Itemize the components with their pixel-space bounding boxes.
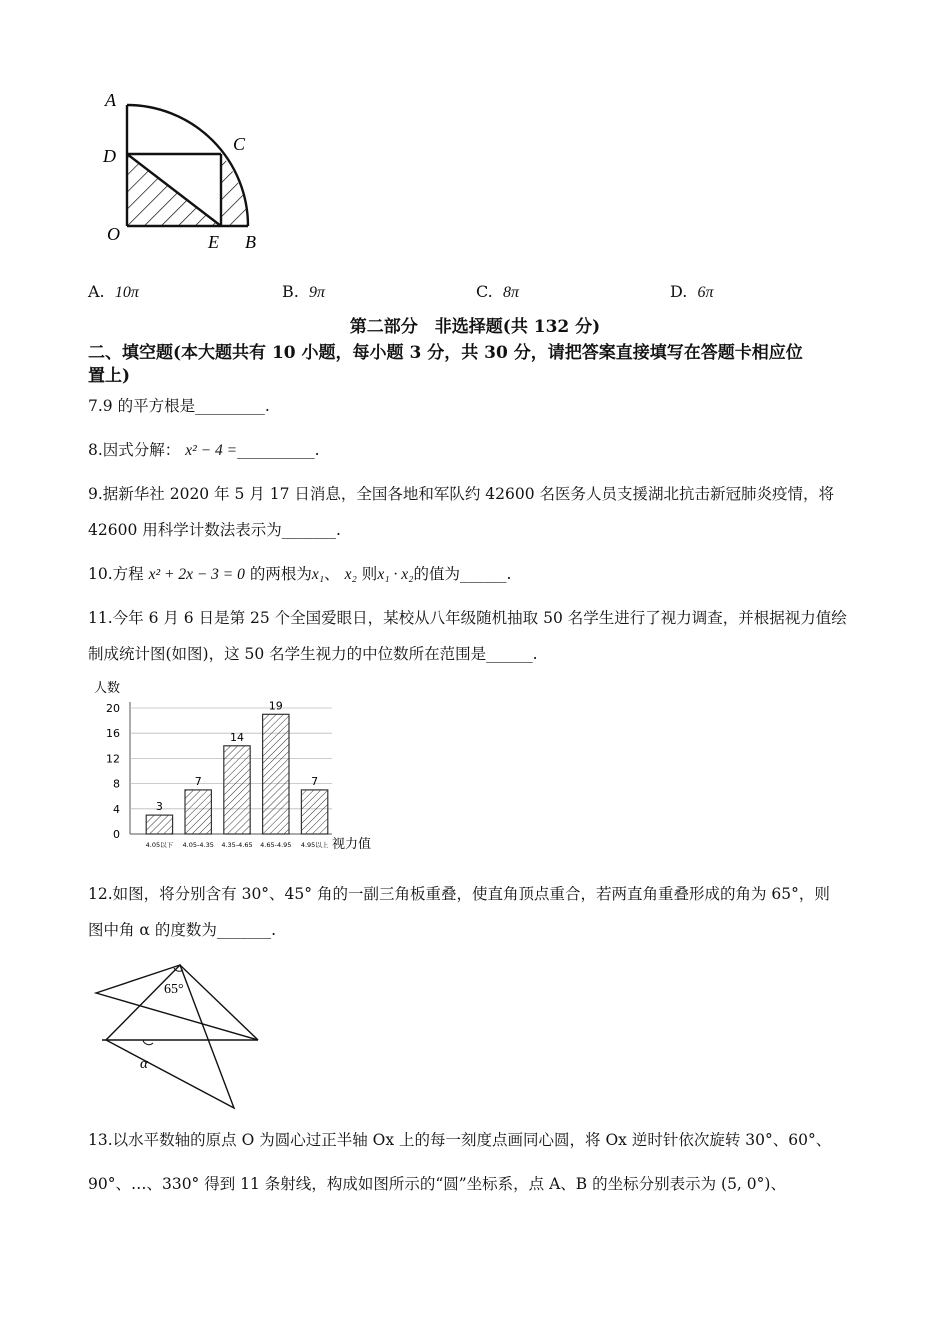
chart-category-label: 4.65-4.95 [260,841,292,849]
question-11-line2: 制成统计图(如图)，这 50 名学生视力的中位数所在范围是______. [88,645,538,663]
triangle-30-60 [96,965,258,1040]
label-a: A [105,90,116,110]
question-9-line2: 42600 用科学计数法表示为_______. [88,521,341,539]
question-7: 7.9 的平方根是_________. [88,397,270,415]
chart-category-label: 4.35-4.65 [221,841,253,849]
question-12-line1: 12.如图，将分别含有 30°、45° 角的一副三角板重叠，使直角顶点重合，若两直角重叠形成的角为 65°，则 [88,885,830,903]
question-13-line2: 90°、…、330° 得到 11 条射线，构成如图所示的“圆”坐标系，点 A、B 的坐标分别表示为 (5, 0°)、 [88,1175,786,1193]
chart-bar [263,714,289,834]
chart-bar-value-label: 7 [194,774,202,788]
question-10: 10.方程 x² + 2x − 3 = 0 的两根为x₁、 x₂ 则x₁ · x₂的值为______. [88,565,512,583]
chart-ytick-label: 20 [106,702,120,715]
option-c: C. 8π [476,282,519,301]
vision-bar-chart [88,676,388,862]
alpha-label: α [140,1056,148,1072]
chart-bar [185,790,211,834]
chart-category-label: 4.05-4.35 [182,841,214,849]
chart-ytick-label: 0 [113,828,120,841]
chart-bar-value-label: 3 [155,800,163,814]
label-e: E [208,232,219,252]
chart-ytick-label: 16 [106,727,120,741]
label-b: B [245,232,256,252]
question-12-line2: 图中角 α 的度数为_______. [88,921,276,939]
chart-category-label: 4.05以下 [145,841,174,849]
label-c: C [233,134,246,154]
chart-bar [224,746,250,834]
option-d: D. 6π [670,282,714,301]
triangle-rulers-figure [88,955,278,1115]
chart-bar [301,790,327,834]
quarter-circle-figure [95,88,275,253]
chart-bar [146,815,172,834]
angle-65-label: 65° [164,982,184,997]
option-a: A. 10π [88,282,139,301]
chart-ylabel: 人数 [94,681,121,696]
question-11-line1: 11.今年 6 月 6 日是第 25 个全国爱眼日，某校从八年级随机抽取 50 名学生进行了视力调查，并根据视力值绘 [88,609,847,627]
chart-bar-value-label: 19 [268,699,283,713]
chart-category-label: 4.95以上 [300,841,329,849]
chart-bar-value-label: 7 [311,774,319,788]
chart-ytick-label: 4 [113,802,120,816]
question-9-line1: 9.据新华社 2020 年 5 月 17 日消息，全国各地和军队约 42600 名医务人员支援湖北抗击新冠肺炎疫情，将 [88,485,835,503]
part2-title: 第二部分 非选择题(共 132 分) [349,317,601,337]
chart-bar-value-label: 14 [230,730,244,744]
section2-title-line1: 二、填空题(本大题共有 10 小题，每小题 3 分，共 30 分，请把答案直接填写在答题卡相应位 [88,343,803,363]
question-8: 8.因式分解： x² − 4 =__________. [88,441,320,459]
label-d: D [103,146,116,166]
option-b: B. 9π [282,282,326,301]
chart-ytick-label: 8 [113,777,120,791]
shaded-arc-segment [221,154,248,226]
question-13-line1: 13.以水平数轴的原点 O 为圆心过正半轴 Ox 上的每一刻度点画同心圆，将 Ox 逆时针依次旋转 30°、60°、 [88,1131,832,1149]
label-o: O [107,224,120,244]
chart-ytick-label: 12 [106,752,120,766]
section2-title-line2: 置上) [88,366,131,386]
chart-xlabel: 视力值 [332,837,372,852]
